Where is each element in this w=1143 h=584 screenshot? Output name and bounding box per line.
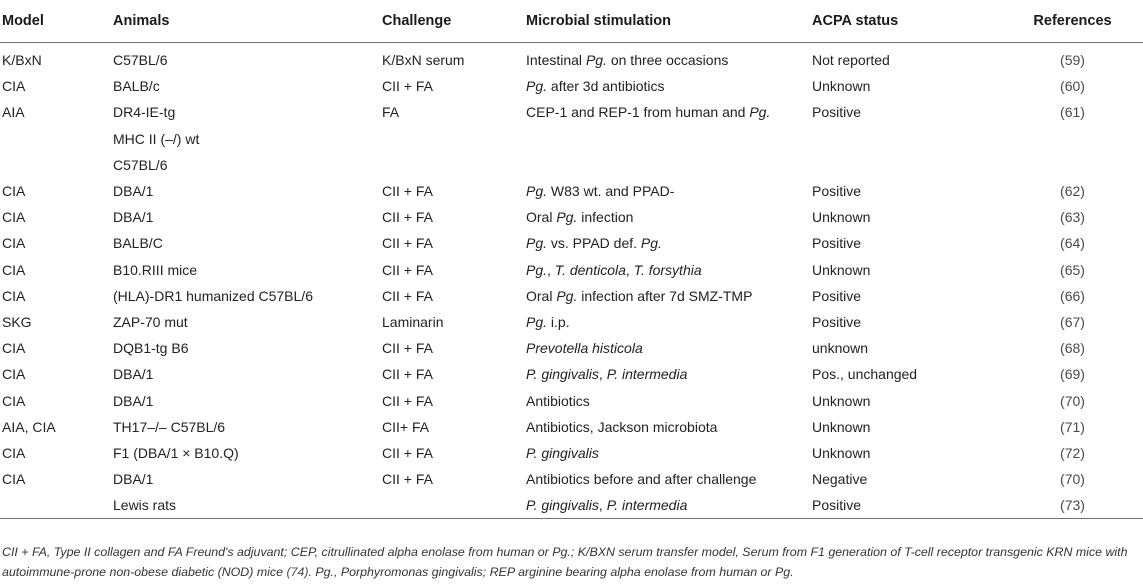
cell-reference[interactable]: (70) — [1060, 392, 1085, 409]
header-challenge: Challenge — [380, 0, 524, 43]
cell-model: CIA — [2, 287, 26, 304]
cell-animals: DR4-IE-tg — [113, 104, 176, 121]
stimulation-species: Pg. — [749, 104, 771, 121]
stimulation-text: infection after 7d SMZ-TMP — [577, 287, 753, 304]
cell-challenge: CII + FA — [382, 444, 433, 461]
stimulation-species: P. gingivalis — [526, 366, 599, 383]
footnote-text-1: CII + FA, Type II collagen and FA Freund's adjuvant; CEP, citrullinated alpha enolase from human or Pg.; K/BXN serum transfer model, Serum from F1 generation of T-cell receptor transgenic KRN mice with autoimmune-prone non-obese diabetic (NOD) mice — [2, 545, 1128, 579]
cell-acpa: Positive — [810, 492, 1000, 519]
cell-challenge — [380, 152, 524, 178]
table-row — [0, 335, 1143, 361]
cell-stimulation — [524, 361, 810, 387]
cell-acpa: unknown — [812, 340, 869, 357]
cell-animals: B10.RIII mice — [113, 261, 198, 278]
cell-animals: C57BL/6 — [113, 156, 168, 173]
cell-challenge: FA — [382, 104, 400, 121]
footnote-text-2: . Pg., Porphyromonas gingivalis; REP arginine bearing alpha enolase from human or Pg. — [308, 565, 794, 579]
table-row — [0, 283, 1143, 309]
cell-animals: DBA/1 — [113, 209, 154, 226]
cell-stimulation — [524, 73, 810, 99]
cell-reference[interactable]: (68) — [1060, 340, 1085, 357]
stimulation-text: Oral — [526, 287, 557, 304]
stimulation-text: , — [598, 366, 607, 383]
stimulation-species: Pg. — [526, 261, 548, 278]
stimulation-species: Pg. — [585, 52, 607, 69]
table-row — [0, 387, 1143, 413]
cell-acpa: Not reported — [812, 52, 890, 69]
cell-reference[interactable]: (64) — [1060, 235, 1085, 252]
stimulation-species: Pg. — [526, 235, 548, 252]
header-references: References — [1000, 0, 1143, 43]
cell-reference[interactable]: (61) — [1060, 104, 1085, 121]
cell-animals: DBA/1 — [113, 471, 154, 488]
stimulation-text: Oral — [526, 209, 557, 226]
cell-acpa: Unknown — [812, 392, 871, 409]
cell-challenge: CII + FA — [382, 183, 433, 200]
cell-stimulation — [524, 492, 810, 519]
cell-challenge — [380, 126, 524, 152]
cell-stimulation — [524, 230, 810, 256]
table-row — [0, 99, 1143, 125]
cell-stimulation — [524, 335, 810, 361]
table-row — [0, 126, 1143, 152]
table-row — [0, 492, 1143, 519]
cell-challenge: CII + FA — [382, 261, 433, 278]
cell-challenge: CII + FA — [382, 287, 433, 304]
cell-challenge: K/BxN serum — [382, 52, 465, 69]
table-footnote — [2, 542, 1140, 582]
cell-reference[interactable]: (63) — [1060, 209, 1085, 226]
table-row — [0, 73, 1143, 99]
cell-reference[interactable]: (66) — [1060, 287, 1085, 304]
cell-challenge — [380, 492, 524, 519]
cell-challenge: CII + FA — [382, 392, 433, 409]
cell-animals: MHC II (–/) wt — [113, 130, 200, 147]
cell-animals: DBA/1 — [113, 183, 154, 200]
stimulation-text: , — [625, 261, 634, 278]
cell-model: CIA — [2, 444, 26, 461]
cell-animals: DBA/1 — [113, 366, 154, 383]
table-row — [0, 414, 1143, 440]
stimulation-species: Pg. — [526, 183, 548, 200]
cell-animals: BALB/C — [113, 235, 163, 252]
stimulation-species: Pg. — [526, 78, 548, 95]
cell-reference[interactable]: (71) — [1060, 418, 1085, 435]
cell-reference[interactable]: (72) — [1060, 444, 1085, 461]
cell-model: CIA — [2, 183, 26, 200]
cell-stimulation — [524, 440, 810, 466]
table-row — [0, 440, 1143, 466]
stimulation-species: Pg. — [556, 209, 578, 226]
cell-animals: C57BL/6 — [113, 52, 168, 69]
table-row — [0, 230, 1143, 256]
cell-acpa: Unknown — [812, 209, 871, 226]
cell-stimulation — [524, 387, 810, 413]
cell-challenge: CII + FA — [382, 78, 433, 95]
cell-acpa: Positive — [812, 313, 862, 330]
cell-reference[interactable]: (65) — [1060, 261, 1085, 278]
stimulation-text: Antibiotics, Jackson microbiota — [526, 418, 718, 435]
table-header-row — [0, 0, 1143, 43]
cell-acpa: Unknown — [812, 444, 871, 461]
cell-reference[interactable]: (60) — [1060, 78, 1085, 95]
cell-model: CIA — [2, 392, 26, 409]
table-row — [0, 466, 1143, 492]
cell-reference[interactable] — [1000, 152, 1143, 178]
cell-animals: (HLA)-DR1 humanized C57BL/6 — [113, 287, 313, 304]
stimulation-text: vs. PPAD def. — [547, 235, 641, 252]
cell-stimulation — [524, 204, 810, 230]
table-row — [0, 309, 1143, 335]
cell-stimulation — [524, 99, 810, 125]
stimulation-text: W83 wt. and PPAD- — [547, 183, 675, 200]
cell-acpa: Positive — [812, 183, 862, 200]
cell-reference[interactable]: (67) — [1060, 313, 1085, 330]
stimulation-species: Pg. — [640, 235, 662, 252]
table-body — [0, 43, 1143, 519]
header-animals: Animals — [111, 0, 380, 43]
stimulation-species: Prevotella histicola — [526, 340, 643, 357]
cell-reference[interactable]: (70) — [1060, 471, 1085, 488]
stimulation-species: P. intermedia — [606, 497, 688, 514]
table-row — [0, 257, 1143, 283]
cell-model: CIA — [2, 235, 26, 252]
cell-model — [0, 152, 111, 178]
cell-acpa: Negative — [812, 471, 868, 488]
header-stimulation: Microbial stimulation — [524, 0, 810, 43]
stimulation-species: P. gingivalis — [526, 444, 599, 461]
stimulation-species: Pg. — [526, 313, 548, 330]
cell-reference[interactable]: (69) — [1060, 366, 1085, 383]
cell-challenge: Laminarin — [382, 313, 444, 330]
cell-model: CIA — [2, 340, 26, 357]
header-model: Model — [0, 0, 111, 43]
stimulation-species: T. denticola — [554, 261, 626, 278]
cell-model: AIA — [2, 104, 25, 121]
cell-challenge: CII + FA — [382, 340, 433, 357]
cell-model: CIA — [2, 471, 26, 488]
cell-challenge: CII + FA — [382, 471, 433, 488]
stimulation-text: on three occasions — [606, 52, 729, 69]
cell-model: CIA — [2, 78, 26, 95]
stimulation-species: P. gingivalis — [526, 497, 599, 514]
cell-stimulation — [524, 43, 810, 74]
stimulation-text: , — [547, 261, 555, 278]
stimulation-text: , — [598, 497, 607, 514]
cell-reference[interactable]: (59) — [1060, 52, 1085, 69]
cell-reference[interactable] — [1000, 126, 1143, 152]
table-row — [0, 204, 1143, 230]
cell-model: AIA, CIA — [2, 418, 56, 435]
footnote-reference[interactable]: (74) — [286, 565, 309, 579]
cell-acpa: Positive — [812, 104, 862, 121]
cell-stimulation — [524, 283, 810, 309]
cell-model — [0, 492, 111, 519]
cell-stimulation — [524, 309, 810, 335]
cell-challenge: CII + FA — [382, 366, 433, 383]
cell-acpa: Unknown — [812, 418, 871, 435]
table-row — [0, 152, 1143, 178]
cell-acpa: Positive — [812, 287, 862, 304]
cell-animals: TH17–/– C57BL/6 — [113, 418, 226, 435]
cell-animals: DQB1-tg B6 — [113, 340, 189, 357]
cell-acpa: Unknown — [812, 261, 871, 278]
cell-animals: ZAP-70 mut — [113, 313, 188, 330]
cell-acpa — [810, 152, 1000, 178]
cell-stimulation — [524, 414, 810, 440]
cell-challenge: CII + FA — [382, 209, 433, 226]
stimulation-text: Intestinal — [526, 52, 586, 69]
header-acpa: ACPA status — [810, 0, 1000, 43]
cell-model: CIA — [2, 261, 26, 278]
stimulation-text: after 3d antibiotics — [547, 78, 665, 95]
cell-animals: DBA/1 — [113, 392, 154, 409]
stimulation-species: Pg. — [556, 287, 578, 304]
cell-challenge: CII+ FA — [382, 418, 430, 435]
cell-animals: BALB/c — [113, 78, 160, 95]
stimulation-species: T. forsythia — [633, 261, 702, 278]
stimulation-text: Antibiotics — [526, 392, 590, 409]
cell-model: CIA — [2, 366, 26, 383]
cell-stimulation — [524, 178, 810, 204]
cell-stimulation — [524, 152, 810, 178]
table-row — [0, 361, 1143, 387]
cell-acpa: Pos., unchanged — [812, 366, 918, 383]
cell-reference[interactable]: (62) — [1060, 183, 1085, 200]
cell-model — [0, 126, 111, 152]
cell-acpa: Positive — [812, 235, 862, 252]
cell-stimulation — [524, 466, 810, 492]
cell-challenge: CII + FA — [382, 235, 433, 252]
stimulation-text: Antibiotics before and after challenge — [526, 471, 757, 488]
stimulation-text: infection — [577, 209, 634, 226]
stimulation-species: P. intermedia — [606, 366, 688, 383]
table-row — [0, 178, 1143, 204]
cell-reference[interactable]: (73) — [1000, 492, 1143, 519]
cell-animals: Lewis rats — [111, 492, 380, 519]
cell-model: K/BxN — [2, 52, 42, 69]
cell-acpa: Unknown — [812, 78, 871, 95]
cell-animals: F1 (DBA/1 × B10.Q) — [113, 444, 239, 461]
table-row — [0, 43, 1143, 74]
cell-acpa — [810, 126, 1000, 152]
stimulation-text: CEP-1 and REP-1 from human and — [526, 104, 750, 121]
stimulation-text: i.p. — [547, 313, 570, 330]
cell-stimulation — [524, 126, 810, 152]
cell-stimulation — [524, 257, 810, 283]
cell-model: CIA — [2, 209, 26, 226]
cell-model: SKG — [2, 313, 32, 330]
